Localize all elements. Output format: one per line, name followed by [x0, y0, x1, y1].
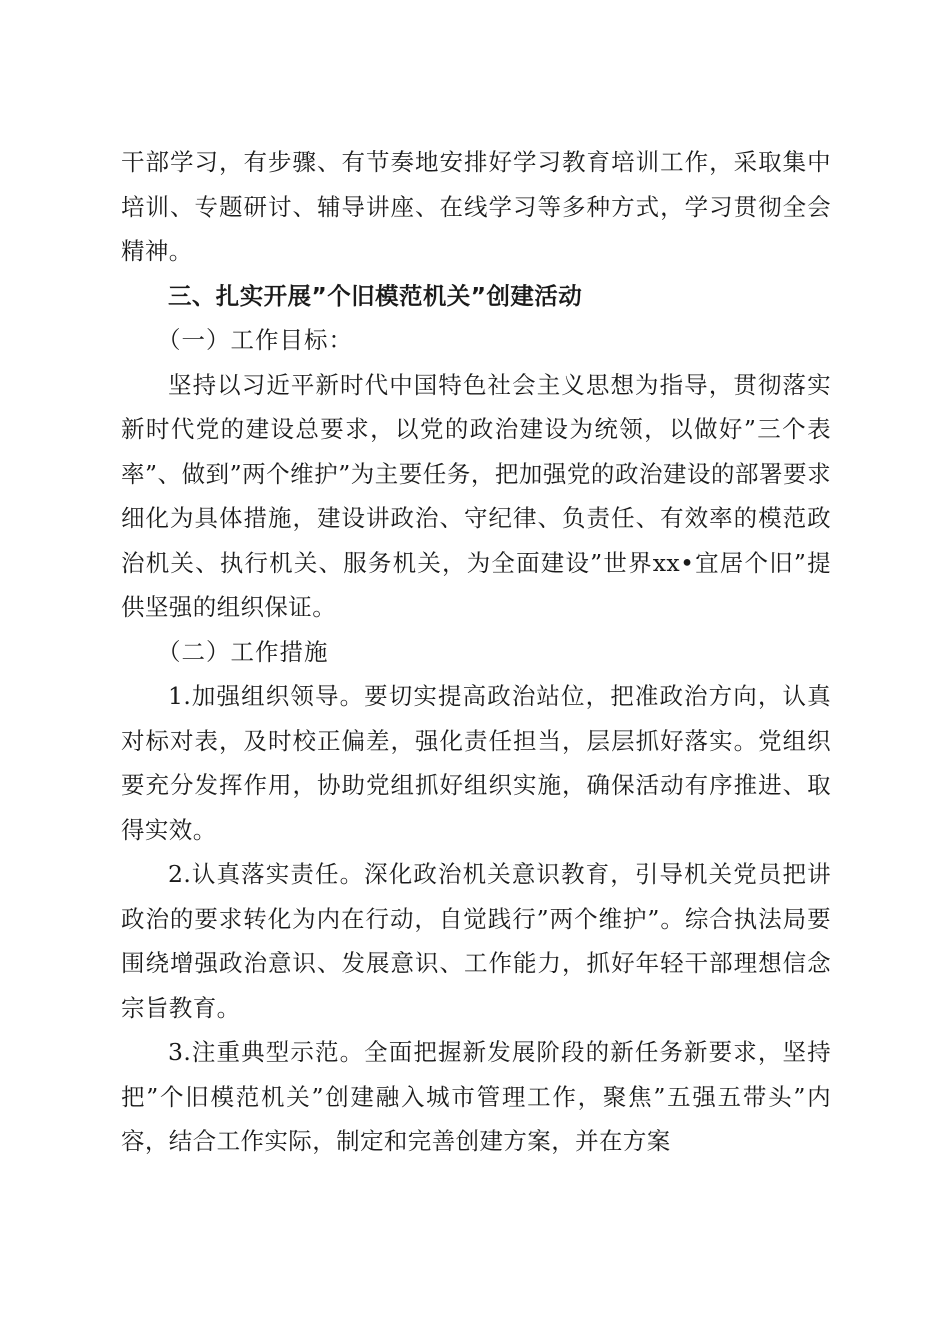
document-body: [121, 140, 831, 1164]
paragraph-measure-1: 1.加强组织领导。要切实提高政治站位，把准政治方向，认真对标对表，及时校正偏差，强化责任担当，层层抓好落实。党组织要充分发挥作用，协助党组抓好组织实施，确保活动有序推进、取得实效。: [121, 682, 831, 844]
section-heading-3: 三、扎实开展”个旧模范机关”创建活动: [168, 281, 583, 310]
paragraph-measure-3: 3.注重典型示范。全面把握新发展阶段的新任务新要求，坚持把”个旧模范机关”创建融入城市管理工作，聚焦”五强五带头”内容，结合工作实际，制定和完善创建方案，并在方案: [121, 1038, 831, 1155]
paragraph-measure-2: 2.认真落实责任。深化政治机关意识教育，引导机关党员把讲政治的要求转化为内在行动，自觉践行”两个维护”。综合执法局要围绕增强政治意识、发展意识、工作能力，抓好年轻干部理想信念宗旨教育。: [121, 860, 831, 1022]
paragraph-work-goals: 坚持以习近平新时代中国特色社会主义思想为指导，贯彻落实新时代党的建设总要求，以党的政治建设为统领，以做好”三个表率”、做到”两个维护”为主要任务，把加强党的政治建设的部署要求细化为具体措施，建设讲政治、守纪律、负责任、有效率的模范政治机关、执行机关、服务机关，为全面建设”世界xx•宜居个旧”提供坚强的组织保证。: [121, 370, 831, 621]
paragraph-continuation: 干部学习，有步骤、有节奏地安排好学习教育培训工作，采取集中培训、专题研讨、辅导讲座、在线学习等多种方式，学习贯彻全会精神。: [121, 148, 831, 265]
subheading-work-goals: （一）工作目标：: [157, 326, 353, 354]
subheading-work-measures: （二）工作措施: [157, 637, 329, 666]
